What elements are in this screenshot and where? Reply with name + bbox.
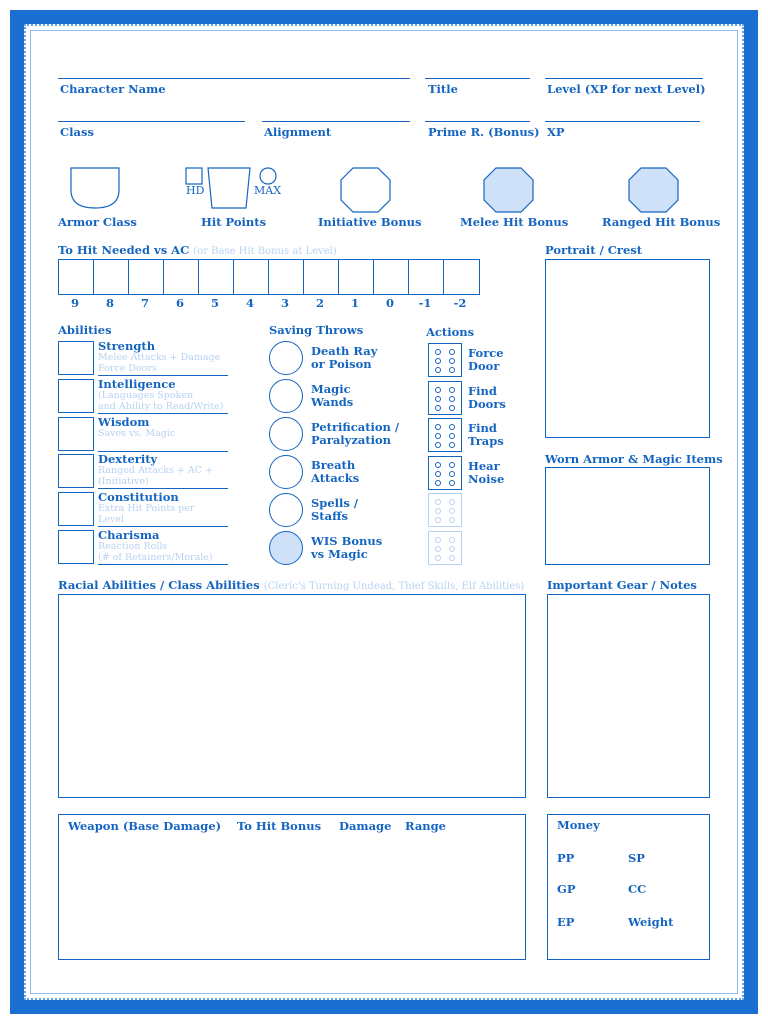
action-name: Door xyxy=(468,359,500,373)
armor-class-label: Armor Class xyxy=(58,215,137,229)
ac-value: 3 xyxy=(280,296,289,310)
saving-throw-circle[interactable] xyxy=(269,341,303,375)
hit-points-label: Hit Points xyxy=(201,215,267,229)
armor-class-shield xyxy=(71,168,119,208)
abilities-title: Abilities xyxy=(58,323,112,337)
die-pip xyxy=(435,555,441,561)
ac-value: 5 xyxy=(210,296,219,310)
initiative-octagon xyxy=(341,168,390,212)
ability-name: Constitution xyxy=(98,490,179,505)
ability-description: Extra Hit Points per xyxy=(98,503,195,515)
die-pip xyxy=(435,508,441,514)
saving-throw-name: Paralyzation xyxy=(311,433,392,447)
saving-throw-circle[interactable] xyxy=(269,379,303,413)
action-die-box[interactable] xyxy=(428,418,462,452)
die-pip xyxy=(435,433,441,439)
xp-line xyxy=(545,121,700,122)
die-pip xyxy=(435,499,441,505)
saving-throws-title: Saving Throws xyxy=(269,323,364,337)
title-label[interactable]: Title xyxy=(428,82,458,96)
portrait-box[interactable] xyxy=(545,259,710,438)
ability-score-box[interactable] xyxy=(58,454,94,488)
weapon-header: Weapon (Base Damage) xyxy=(68,819,222,833)
class-label[interactable]: Class xyxy=(60,125,94,139)
ability-description: Force Doors xyxy=(98,363,157,374)
action-name: Doors xyxy=(468,396,506,411)
hit-points-box xyxy=(208,168,250,208)
ability-description: Reaction Rolls xyxy=(98,541,168,552)
die-pip xyxy=(435,358,441,364)
melee-octagon xyxy=(484,168,533,212)
die-pip xyxy=(435,462,441,468)
ac-value: 6 xyxy=(175,296,184,310)
die-pip xyxy=(435,537,441,543)
to-hit-cell[interactable] xyxy=(199,260,234,294)
to-hit-grid[interactable] xyxy=(58,259,480,295)
die-pip xyxy=(449,546,455,552)
saving-throw-name: or Poison xyxy=(311,357,372,371)
ranged-octagon xyxy=(629,168,678,212)
pp-label: PP xyxy=(557,851,575,865)
ability-description: (# of Retainers/Morale) xyxy=(98,552,213,563)
die-pip xyxy=(435,480,441,486)
actions-title: Actions xyxy=(426,325,475,339)
ac-value: -2 xyxy=(453,296,467,310)
racial-hint: (Cleric's Turning Undead, Thief Skills, Elf Abilities) xyxy=(263,581,525,592)
die-pip xyxy=(449,405,455,411)
to-hit-cell[interactable] xyxy=(234,260,269,294)
die-pip xyxy=(449,424,455,430)
die-pip xyxy=(449,387,455,393)
hd-label: HD xyxy=(186,184,205,197)
ep-label: EP xyxy=(557,915,575,929)
die-pip xyxy=(449,349,455,355)
gear-box[interactable] xyxy=(547,594,710,798)
action-die-box[interactable] xyxy=(428,343,462,377)
hd-box xyxy=(186,168,202,184)
to-hit-cell[interactable] xyxy=(59,260,94,294)
gp-label: GP xyxy=(557,882,576,896)
die-pip xyxy=(435,387,441,393)
ability-name: Strength xyxy=(98,339,156,353)
die-pip xyxy=(435,471,441,477)
racial-title-text: Racial Abilities / Class Abilities xyxy=(58,578,260,592)
die-pip xyxy=(435,405,441,411)
ability-name: Charisma xyxy=(98,528,160,542)
to-hit-hint: (or Base Hit Bonus at Level) xyxy=(193,246,337,257)
initiative-label: Initiative Bonus xyxy=(318,215,422,229)
saving-throw-circle[interactable] xyxy=(269,493,303,527)
combat-shapes xyxy=(60,160,720,220)
class-line xyxy=(58,121,245,122)
to-hit-cell[interactable] xyxy=(129,260,164,294)
die-pip xyxy=(435,349,441,355)
action-name: Hear xyxy=(468,458,500,473)
saving-throw-circle[interactable] xyxy=(269,531,303,565)
die-pip xyxy=(449,471,455,477)
ac-value: 9 xyxy=(70,296,79,310)
ability-description: and Ability to Read/Write) xyxy=(98,400,224,412)
die-pip xyxy=(435,424,441,430)
ability-description: Ranged Attacks + AC + xyxy=(98,465,214,477)
die-pip xyxy=(449,433,455,439)
saving-throw-name: Staffs xyxy=(311,509,348,523)
to-hit-cell[interactable] xyxy=(339,260,374,294)
ability-description: Level xyxy=(98,514,124,526)
ability-description: (Languages Spoken xyxy=(98,389,194,401)
saving-throw-name: Death Ray xyxy=(311,344,378,358)
character-name-line xyxy=(58,78,410,79)
die-pip xyxy=(449,555,455,561)
die-pip xyxy=(449,480,455,486)
to-hit-header: To Hit Bonus xyxy=(237,819,322,833)
level-label[interactable]: Level (XP for next Level) xyxy=(547,82,706,96)
damage-header: Damage xyxy=(339,819,392,833)
saving-throw-name: Attacks xyxy=(311,471,360,485)
ac-value: 0 xyxy=(385,296,394,310)
prime-req-label[interactable]: Prime R. (Bonus) xyxy=(428,125,540,139)
alignment-line xyxy=(262,121,410,122)
ability-description: (Initiative) xyxy=(98,476,149,488)
to-hit-title-text: To Hit Needed vs AC xyxy=(58,243,190,257)
action-die-box[interactable] xyxy=(428,456,462,490)
to-hit-cell[interactable] xyxy=(409,260,444,294)
to-hit-cell[interactable] xyxy=(164,260,199,294)
to-hit-cell[interactable] xyxy=(304,260,339,294)
ability-name: Intelligence xyxy=(98,376,176,391)
max-label: MAX xyxy=(254,184,282,197)
level-line xyxy=(545,78,703,79)
ranged-label: Ranged Hit Bonus xyxy=(602,215,721,229)
saving-throw-name: Wands xyxy=(311,395,354,409)
ac-value: 1 xyxy=(350,296,359,310)
saving-throw-name: Spells / xyxy=(311,496,359,510)
die-pip xyxy=(449,396,455,402)
melee-label: Melee Hit Bonus xyxy=(460,215,569,229)
max-hp-circle xyxy=(260,168,276,184)
ac-value: -1 xyxy=(418,296,432,310)
character-name-label[interactable]: Character Name xyxy=(60,82,166,96)
gear-label: Important Gear / Notes xyxy=(547,578,697,592)
portrait-label: Portrait / Crest xyxy=(545,243,643,257)
ability-name: Wisdom xyxy=(98,414,150,429)
ac-value: 8 xyxy=(105,296,114,310)
action-die-box[interactable] xyxy=(428,381,462,415)
saving-throw-name: vs Magic xyxy=(311,547,368,561)
range-header: Range xyxy=(405,819,446,833)
action-name: Find xyxy=(468,383,497,398)
ac-value: 4 xyxy=(245,296,254,310)
weapons-box[interactable] xyxy=(58,814,526,960)
worn-armor-box[interactable] xyxy=(545,467,710,565)
die-pip xyxy=(449,442,455,448)
die-pip xyxy=(435,517,441,523)
die-pip xyxy=(449,517,455,523)
saving-throw-circle[interactable] xyxy=(269,417,303,451)
ability-score-box[interactable] xyxy=(58,341,94,375)
die-pip xyxy=(449,508,455,514)
xp-label[interactable]: XP xyxy=(547,125,565,139)
racial-title xyxy=(58,578,524,592)
die-pip xyxy=(449,499,455,505)
to-hit-cell[interactable] xyxy=(269,260,304,294)
title-line xyxy=(425,78,530,79)
die-pip xyxy=(435,442,441,448)
ability-description: Saves vs. Magic xyxy=(98,427,176,439)
action-die-box xyxy=(428,493,462,527)
die-pip xyxy=(435,546,441,552)
ability-score-box[interactable] xyxy=(58,492,94,526)
to-hit-cell[interactable] xyxy=(94,260,129,294)
ability-name: Dexterity xyxy=(98,452,158,467)
action-name: Find xyxy=(468,421,497,435)
sp-label: SP xyxy=(628,851,645,865)
money-title: Money xyxy=(557,818,600,832)
action-die-box xyxy=(428,531,462,565)
saving-throw-name: WIS Bonus xyxy=(311,534,383,548)
ability-description: Melee Attacks + Damage xyxy=(98,352,221,363)
worn-armor-label: Worn Armor & Magic Items xyxy=(545,452,723,466)
ability-score-box[interactable] xyxy=(58,417,94,451)
ability-underline xyxy=(98,564,228,565)
die-pip xyxy=(449,537,455,543)
die-pip xyxy=(435,396,441,402)
action-name: Noise xyxy=(468,471,505,486)
saving-throw-name: Magic xyxy=(311,382,351,396)
ability-score-box[interactable] xyxy=(58,379,94,413)
ac-value: 2 xyxy=(315,296,324,310)
to-hit-cell[interactable] xyxy=(374,260,409,294)
action-name: Traps xyxy=(468,434,504,448)
racial-box[interactable] xyxy=(58,594,526,798)
alignment-label[interactable]: Alignment xyxy=(264,125,332,139)
die-pip xyxy=(449,367,455,373)
ac-value: 7 xyxy=(140,296,149,310)
weight-label: Weight xyxy=(628,915,674,929)
saving-throw-name: Petrification / xyxy=(311,420,400,434)
cc-label: CC xyxy=(628,882,647,896)
saving-throw-name: Breath xyxy=(311,458,356,472)
to-hit-title xyxy=(58,243,337,257)
die-pip xyxy=(449,358,455,364)
die-pip xyxy=(435,367,441,373)
ac-values-row xyxy=(58,296,480,310)
saving-throw-circle[interactable] xyxy=(269,455,303,489)
prime-req-line xyxy=(425,121,530,122)
die-pip xyxy=(449,462,455,468)
ability-score-box[interactable] xyxy=(58,530,94,564)
action-name: Force xyxy=(468,346,504,360)
